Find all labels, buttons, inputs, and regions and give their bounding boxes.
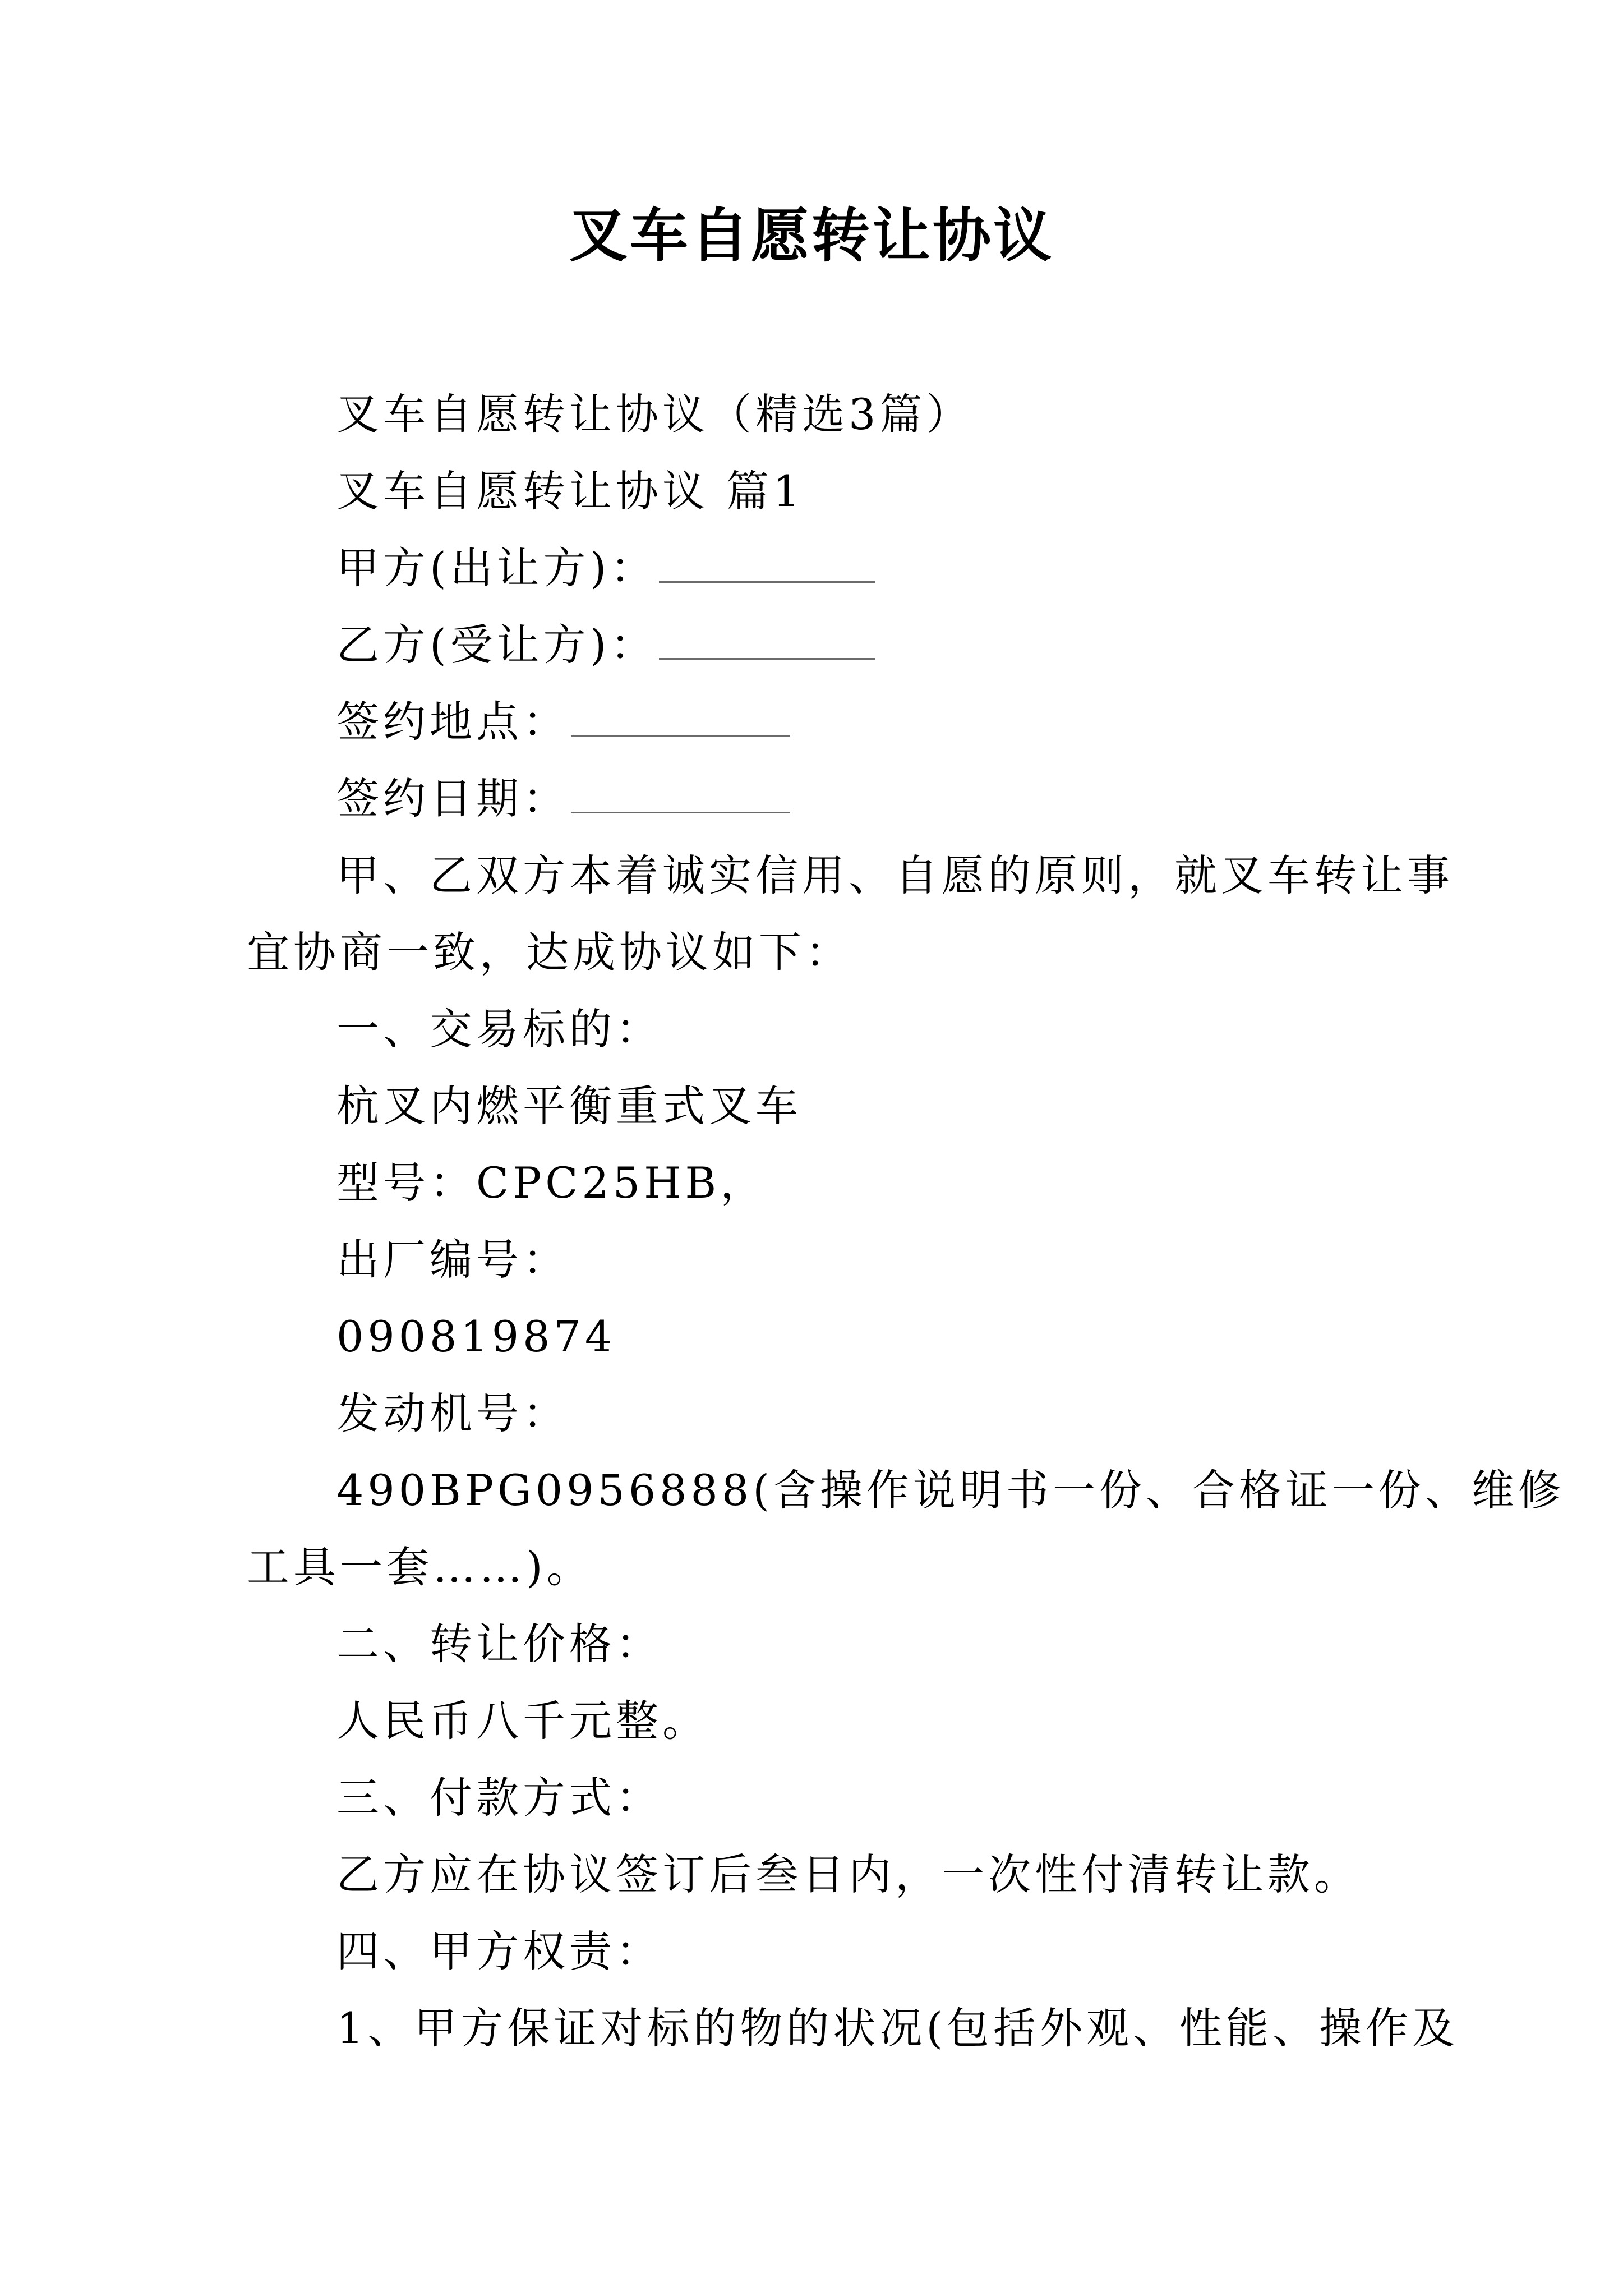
sign-place-label: 签约地点：: [336, 697, 569, 747]
sign-date-blank: [571, 775, 790, 813]
sign-date-label: 签约日期：: [336, 774, 569, 823]
party-a-blank: [659, 544, 875, 583]
payment-line: 乙方应在协议签订后叁日内，一次性付清转让款。: [336, 1849, 1361, 1899]
party-b-blank: [659, 621, 875, 660]
intro-line-1: 甲、乙双方本着诚实信用、自愿的原则，就叉车转让事: [336, 850, 1454, 900]
party-b-label: 乙方(受让方)：: [336, 620, 657, 670]
price-line: 人民币八千元整。: [336, 1696, 709, 1746]
part-heading: 叉车自愿转让协议 篇1: [336, 466, 804, 516]
party-b-line: [247, 606, 1374, 683]
document-body: [247, 376, 1565, 2067]
intro-line-2: 宜协商一致，达成协议如下：: [247, 927, 852, 977]
model-line: 型号：CPC25HB，: [336, 1158, 767, 1208]
party-a-label: 甲方(出让方)：: [336, 543, 657, 593]
section-4-heading: 四、甲方权责：: [336, 1926, 662, 1976]
engine-line-1: 490BPG0956888(含操作说明书一份、合格证一份、维修: [336, 1465, 1565, 1515]
duty-1-line-1: 1、甲方保证对标的物的状况(包括外观、性能、操作及: [336, 2003, 1459, 2053]
subtitle: 叉车自愿转让协议（精选3篇）: [336, 389, 973, 439]
sign-place-line: [247, 683, 1374, 760]
sign-place-blank: [571, 698, 790, 737]
sign-date-line: [247, 760, 1374, 837]
section-2-heading: 二、转让价格：: [336, 1619, 662, 1669]
serial-value: 090819874: [336, 1312, 616, 1361]
engine-label: 发动机号：: [336, 1388, 569, 1438]
engine-line-2: 工具一套……)。: [247, 1542, 593, 1592]
document-title: 叉车自愿转让协议: [569, 201, 1054, 270]
section-3-heading: 三、付款方式：: [336, 1773, 662, 1823]
serial-label: 出厂编号：: [336, 1235, 569, 1285]
section-1-heading: 一、交易标的：: [336, 1004, 662, 1054]
item-name: 杭叉内燃平衡重式叉车: [336, 1081, 802, 1131]
party-a-line: [247, 530, 1374, 606]
